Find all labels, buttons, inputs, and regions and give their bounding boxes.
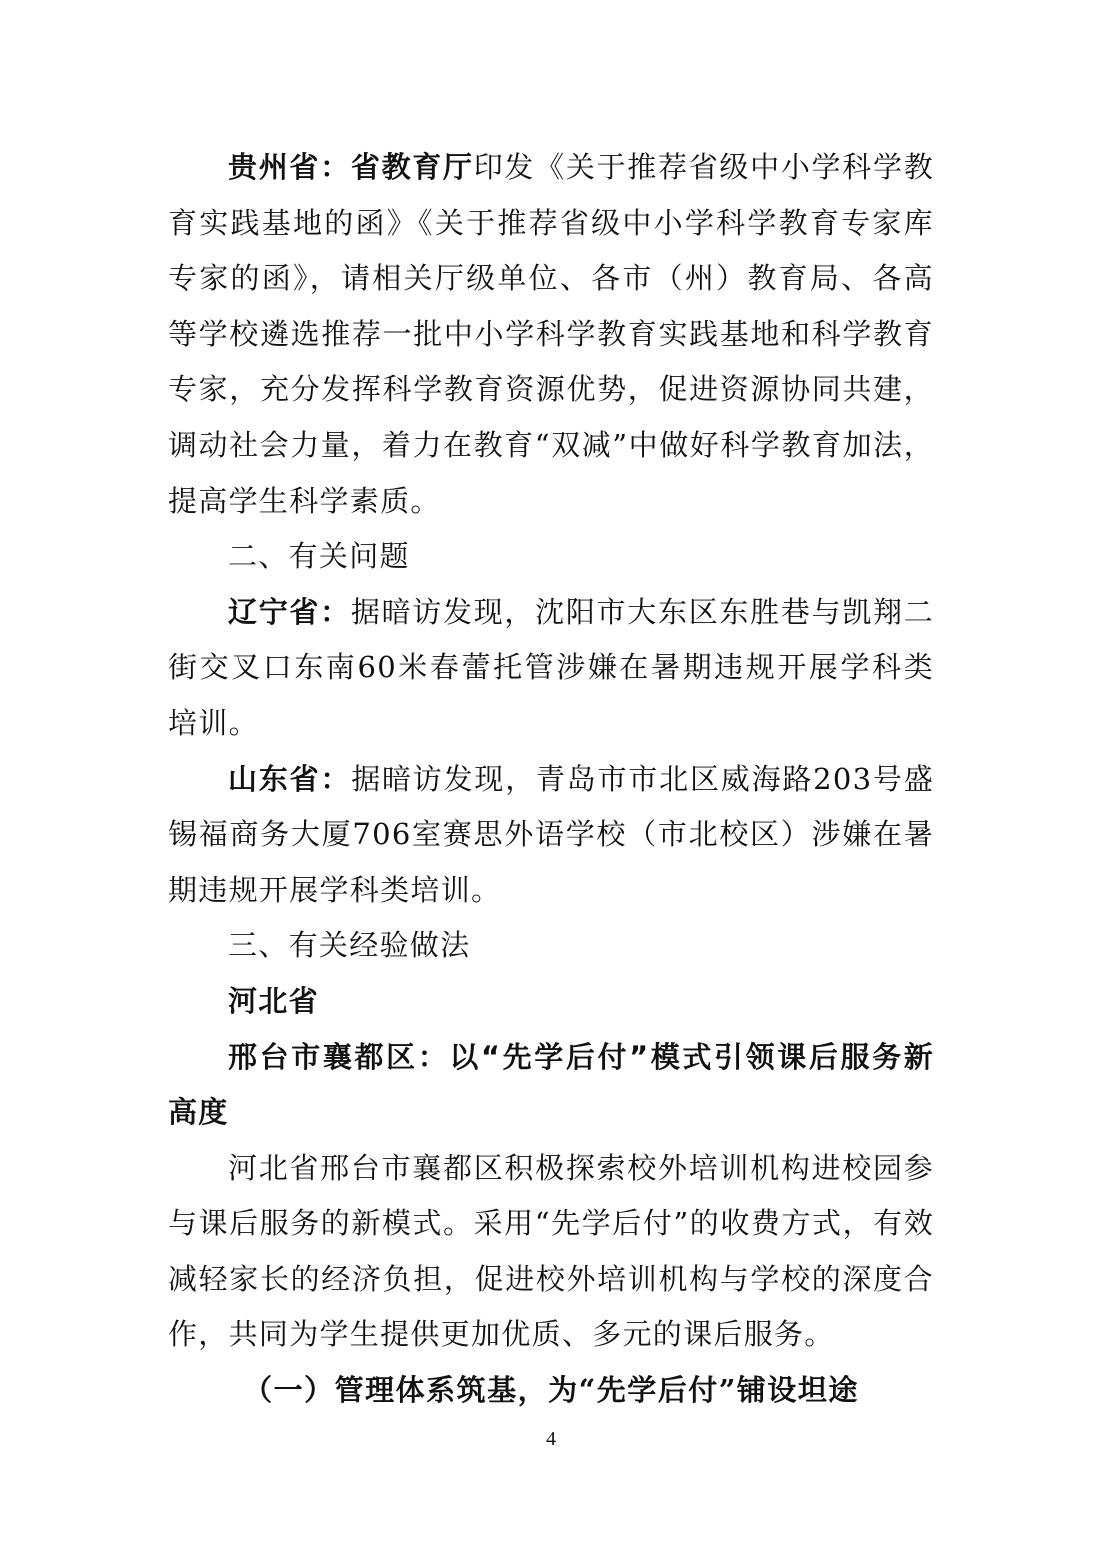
province-heading-hebei: 河北省 <box>228 983 319 1018</box>
province-label-liaoning: 辽宁省： <box>228 594 351 629</box>
paragraph-text-liaoning: 据暗访发现，沈阳市大东区东胜巷与凯翔二街交叉口东南60米春蕾托管涉嫌在暑期违规开展学科类培训。 <box>168 594 935 740</box>
paragraph-text-shandong: 据暗访发现，青岛市市北区威海路203号盛锡福商务大厦706室赛思外语学校（市北校区）涉嫌在暑期违规开展学科类培训。 <box>168 761 935 907</box>
document-body <box>168 140 934 1419</box>
province-label-shandong: 山东省： <box>228 761 352 796</box>
paragraph-xingtai-body: 河北省邢台市襄都区积极探索校外培训机构进校园参与课后服务的新模式。采用“先学后付”的收费方式，有效减轻家长的经济负担，促进校外培训机构与学校的深度合作，共同为学生提供更加优质、多元的课后服务。 <box>168 1150 934 1352</box>
section-heading-issues: 二、有关问题 <box>228 539 410 574</box>
paragraph-text-guizhou: 印发《关于推荐省级中小学科学教育实践基地的函》《关于推荐省级中小学科学教育专家库专家的函》，请相关厅级单位、各市（州）教育局、各高等学校遴选推荐一批中小学科学教育实践基地和科学教育专家，充分发挥科学教育资源优势，促进资源协同共建，调动社会力量，着力在教育“双减”中做好科学教育加法，提高学生科学素质。 <box>168 150 934 518</box>
province-label-guizhou: 贵州省： <box>228 150 351 184</box>
section-heading-experience: 三、有关经验做法 <box>228 928 471 963</box>
subheading-management-system: （一）管理体系筑基，为“先学后付”铺设坦途 <box>243 1373 859 1408</box>
paragraph-liaoning <box>168 585 934 752</box>
paragraph-guizhou <box>168 140 934 529</box>
org-label-guizhou: 省教育厅 <box>350 150 474 184</box>
page-number: 4 <box>546 1428 556 1450</box>
case-title-xingtai: 邢台市襄都区：以“先学后付”模式引领课后服务新高度 <box>168 1039 934 1130</box>
paragraph-shandong <box>168 752 934 919</box>
